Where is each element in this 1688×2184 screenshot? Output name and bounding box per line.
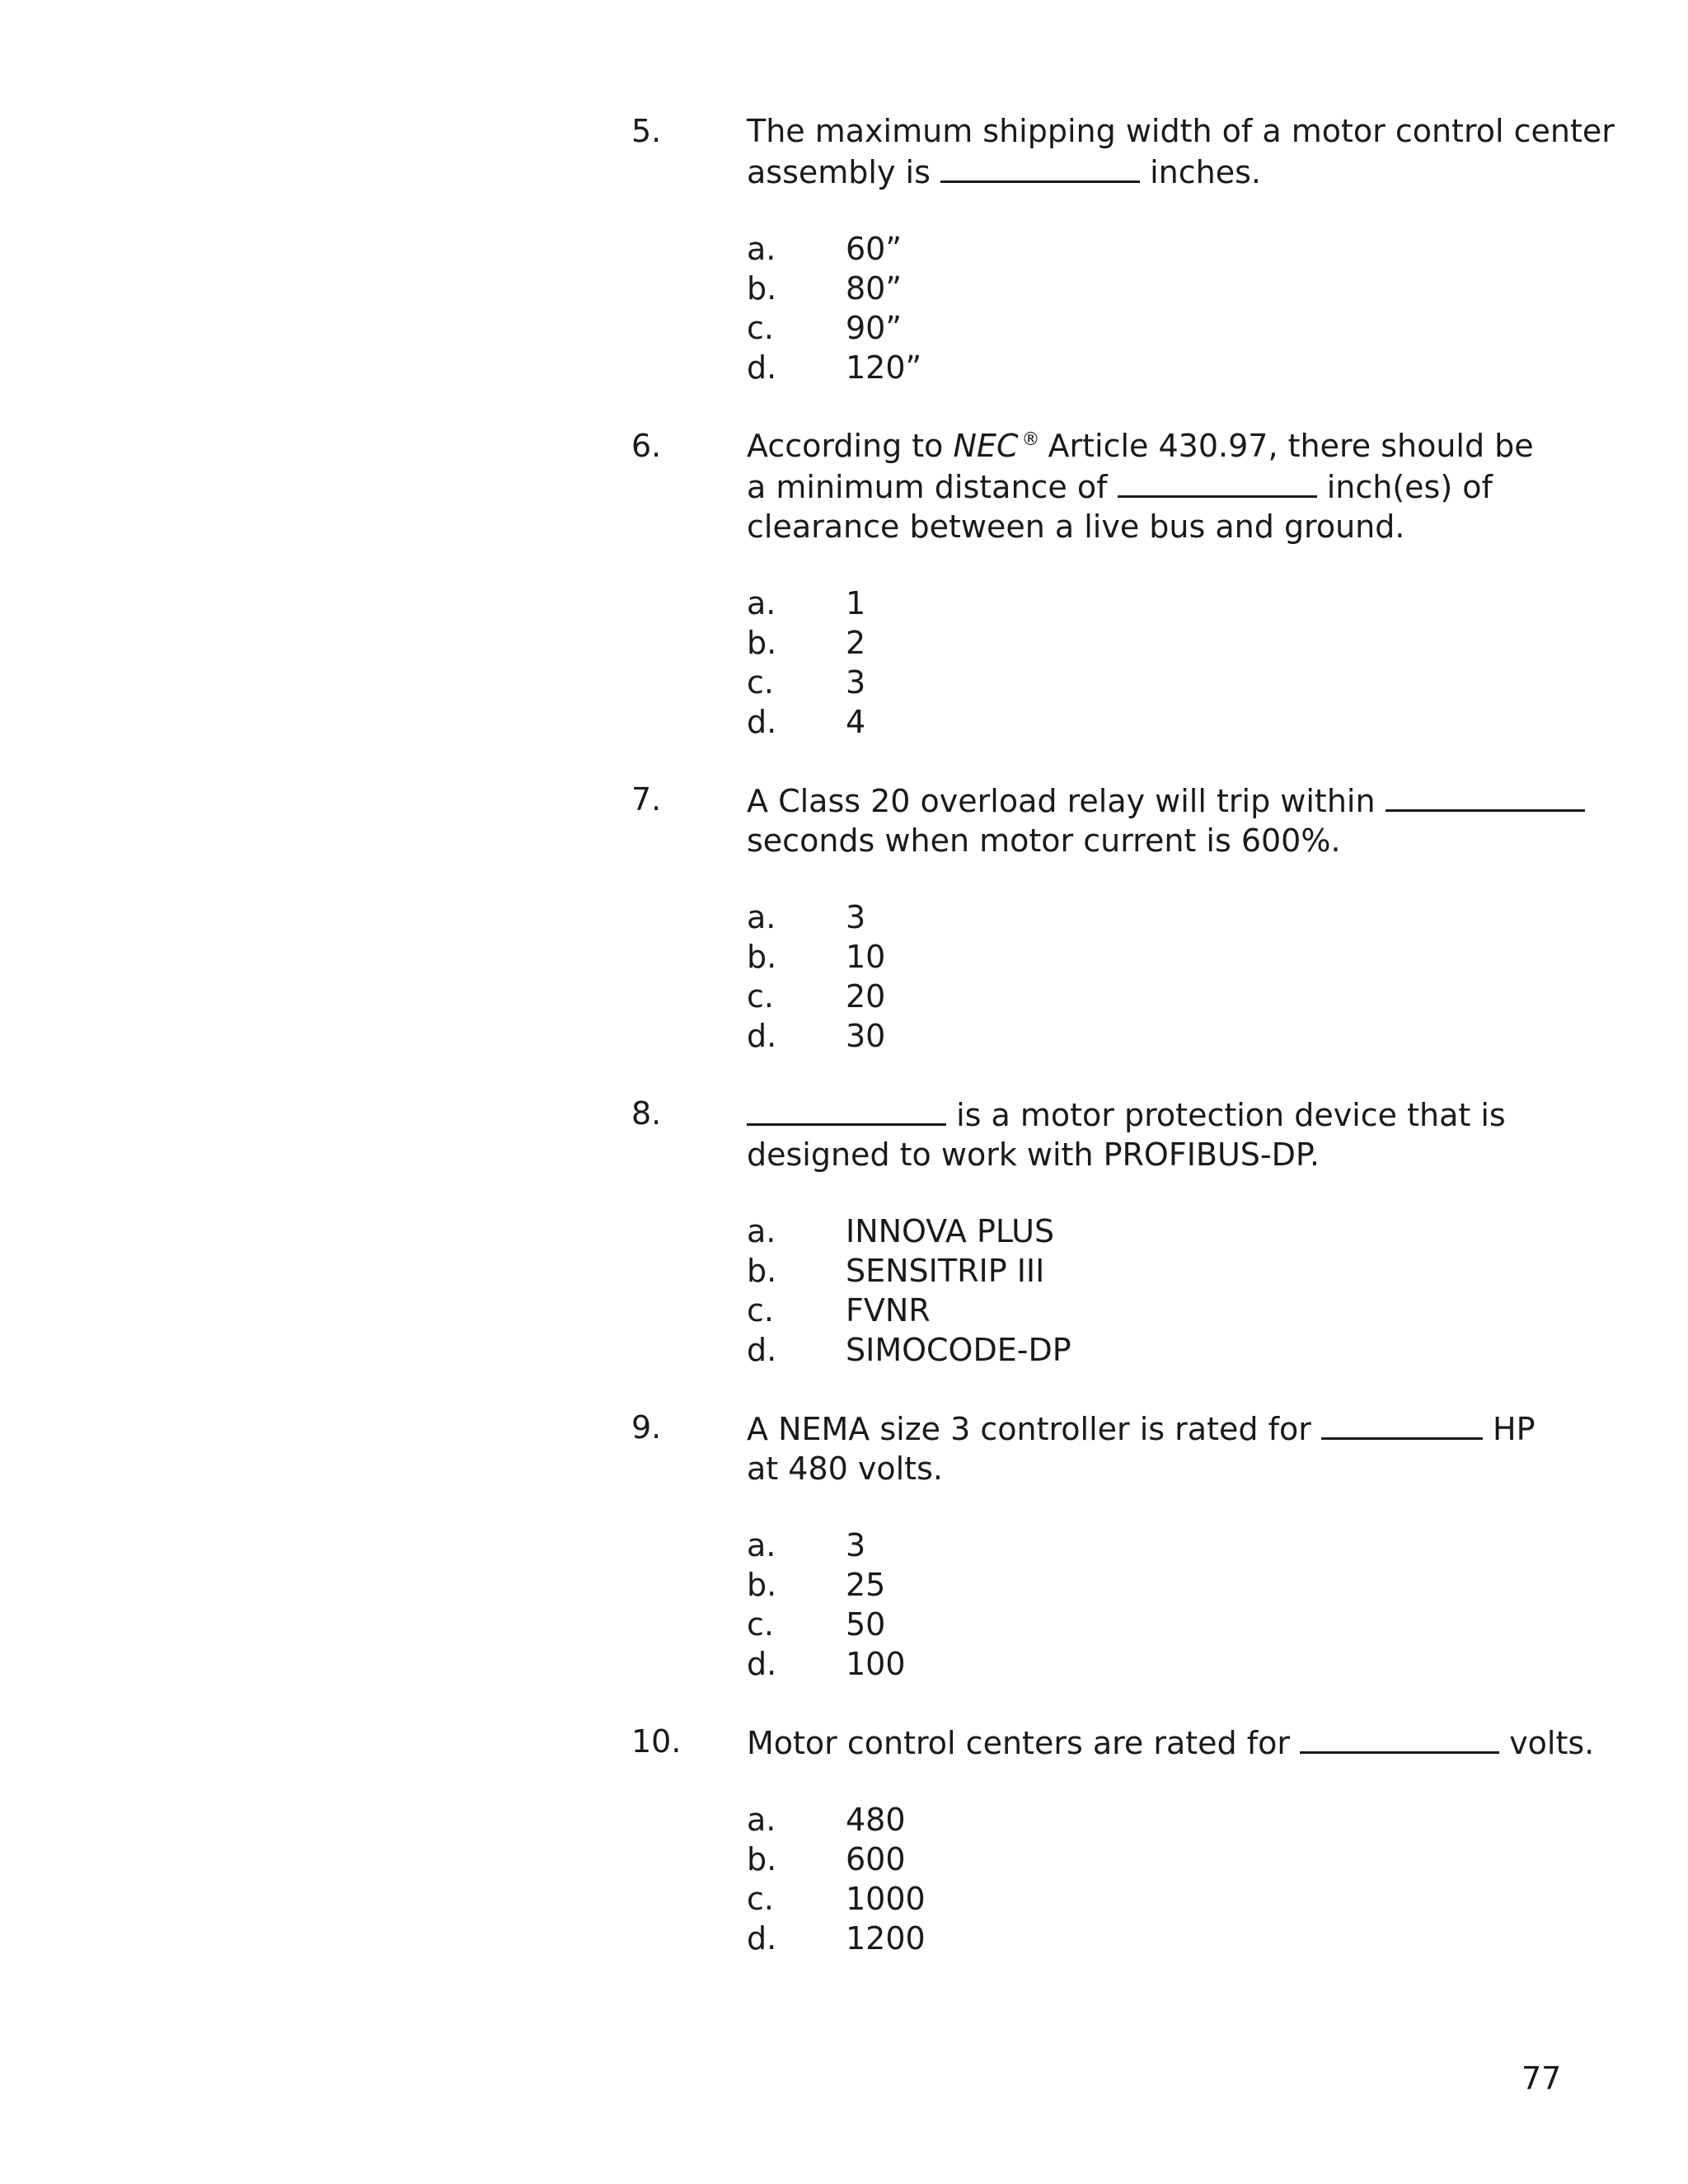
option-value: 60” — [846, 231, 903, 267]
option-letter: c. — [747, 978, 774, 1015]
question-line — [747, 466, 1579, 507]
option-letter: d. — [747, 349, 777, 386]
option-value: 25 — [846, 1567, 886, 1603]
question-line — [747, 1094, 1579, 1135]
question-text — [747, 1094, 1579, 1174]
question-text — [747, 1722, 1595, 1763]
option-value: 3 — [846, 664, 866, 701]
question-number: 7. — [631, 781, 662, 818]
option-item — [747, 269, 1406, 308]
option-value: SIMOCODE-DP — [846, 1332, 1071, 1368]
option-item — [747, 1879, 1406, 1919]
option-item — [747, 977, 1406, 1016]
question-line — [747, 780, 1579, 821]
answer-blank — [747, 1094, 946, 1126]
question-text — [747, 111, 1615, 192]
options-list — [747, 1212, 1406, 1370]
option-letter: c. — [747, 1881, 774, 1917]
option-value: SENSITRIP III — [846, 1253, 1045, 1289]
question-text-part: A NEMA size 3 controller is rated for — [747, 1411, 1311, 1447]
question-text-part: Motor control centers are rated for — [747, 1725, 1290, 1761]
option-value: 3 — [846, 899, 866, 935]
option-letter: b. — [747, 625, 777, 661]
option-letter: b. — [747, 939, 777, 975]
option-value: 90” — [846, 310, 903, 346]
question-line: The maximum shipping width of a motor control center — [747, 113, 1615, 149]
option-letter: d. — [747, 1332, 777, 1368]
option-value: 4 — [846, 704, 866, 740]
option-letter: a. — [747, 899, 776, 935]
option-letter: a. — [747, 1802, 776, 1838]
option-item — [747, 583, 1406, 623]
option-letter: b. — [747, 270, 777, 307]
option-item — [747, 1605, 1406, 1644]
nec-term: NEC — [953, 428, 1019, 464]
option-value: 2 — [846, 625, 866, 661]
question-number: 6. — [631, 428, 662, 464]
question-line: at 480 volts. — [747, 1451, 943, 1487]
option-letter: a. — [747, 1527, 776, 1563]
option-letter: b. — [747, 1567, 777, 1603]
answer-blank — [1386, 780, 1585, 812]
option-letter: c. — [747, 1292, 774, 1329]
option-value: 1200 — [846, 1920, 926, 1957]
option-value: INNOVA PLUS — [846, 1213, 1055, 1249]
question-text-part: According to — [747, 428, 944, 464]
option-item — [747, 229, 1406, 269]
question-number: 9. — [631, 1409, 662, 1446]
option-value: 20 — [846, 978, 886, 1015]
option-value: 3 — [846, 1527, 866, 1563]
options-list — [747, 1526, 1406, 1684]
options-list — [747, 583, 1406, 742]
option-item — [747, 1291, 1406, 1330]
option-letter: a. — [747, 1213, 776, 1249]
option-item — [747, 1644, 1406, 1684]
question-line — [747, 1722, 1595, 1763]
option-value: 1000 — [846, 1881, 926, 1917]
option-letter: d. — [747, 1018, 777, 1054]
option-value: 600 — [846, 1841, 906, 1877]
question-text-part: a minimum distance of — [747, 469, 1108, 505]
question-text — [747, 780, 1579, 860]
option-letter: d. — [747, 1646, 777, 1682]
question-line: designed to work with PROFIBUS-DP. — [747, 1137, 1320, 1173]
options-list — [747, 898, 1406, 1056]
option-letter: d. — [747, 704, 777, 740]
question-line — [747, 426, 1579, 466]
option-item — [747, 1526, 1406, 1565]
option-item — [747, 1251, 1406, 1291]
question-number: 5. — [631, 113, 662, 149]
option-item — [747, 1840, 1406, 1879]
option-value: FVNR — [846, 1292, 931, 1329]
option-letter: a. — [747, 231, 776, 267]
option-letter: c. — [747, 310, 774, 346]
option-item — [747, 702, 1406, 742]
question-text-part: is a motor protection device that is — [956, 1097, 1506, 1133]
registered-mark: ® — [1021, 429, 1040, 451]
question-number: 8. — [631, 1095, 662, 1132]
option-value: 1 — [846, 585, 866, 621]
answer-blank — [1321, 1408, 1483, 1440]
question-line: clearance between a live bus and ground. — [747, 509, 1405, 545]
question-line — [747, 1408, 1579, 1449]
question-text-part: assembly is — [747, 154, 931, 190]
option-item — [747, 1212, 1406, 1251]
question-number: 10. — [631, 1723, 682, 1760]
option-item — [747, 1919, 1406, 1958]
option-item — [747, 663, 1406, 702]
option-value: 80” — [846, 270, 903, 307]
option-value: 50 — [846, 1606, 886, 1643]
option-item — [747, 937, 1406, 977]
option-letter: c. — [747, 1606, 774, 1643]
option-letter: b. — [747, 1841, 777, 1877]
option-item — [747, 1800, 1406, 1840]
option-letter: c. — [747, 664, 774, 701]
option-item — [747, 898, 1406, 937]
option-item — [747, 1565, 1406, 1605]
question-text — [747, 1408, 1579, 1488]
answer-blank — [1118, 466, 1317, 498]
options-list — [747, 229, 1406, 387]
question-line: seconds when motor current is 600%. — [747, 823, 1341, 859]
option-value: 10 — [846, 939, 886, 975]
option-item — [747, 623, 1406, 663]
option-letter: a. — [747, 585, 776, 621]
question-text — [747, 426, 1579, 546]
question-text-part: inches. — [1150, 154, 1261, 190]
question-text-part: A Class 20 overload relay will trip within — [747, 783, 1376, 819]
question-line — [747, 151, 1579, 192]
option-value: 100 — [846, 1646, 906, 1682]
option-letter: b. — [747, 1253, 777, 1289]
options-list — [747, 1800, 1406, 1958]
option-item — [747, 308, 1406, 348]
answer-blank — [1300, 1722, 1499, 1754]
option-item — [747, 1330, 1406, 1370]
option-letter: d. — [747, 1920, 777, 1957]
option-value: 120” — [846, 349, 922, 386]
question-text-part: HP — [1493, 1411, 1536, 1447]
option-value: 30 — [846, 1018, 886, 1054]
option-value: 480 — [846, 1802, 906, 1838]
option-item — [747, 1016, 1406, 1056]
question-text-part: Article 430.97, there should be — [1048, 428, 1534, 464]
answer-blank — [940, 151, 1140, 183]
option-item — [747, 348, 1406, 387]
question-text-part: volts. — [1509, 1725, 1595, 1761]
question-text-part: inch(es) of — [1326, 469, 1493, 505]
page-number: 77 — [1522, 2060, 1562, 2097]
